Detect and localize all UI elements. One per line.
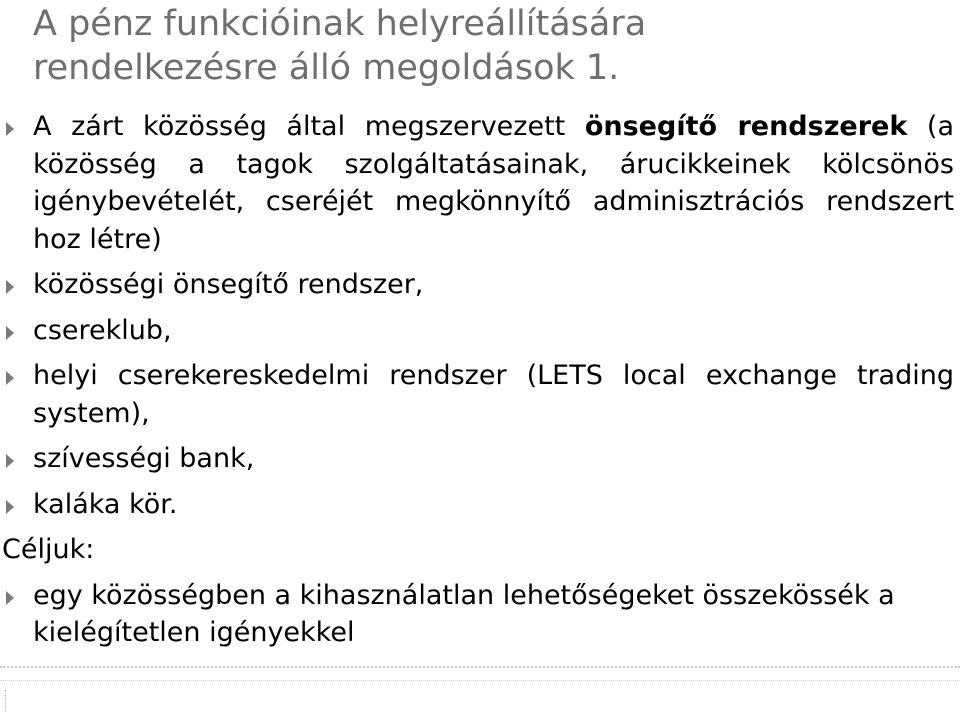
footer-divider-1 (0, 666, 960, 668)
footer-dotted-lines (0, 666, 960, 686)
bullet-text: kaláka kör. (33, 488, 178, 520)
bullet-text-after: (a közösség a tagok szolgáltatásainak, árucikkeinek kölcsönös igénybevételét, cseréjét megkönnyítő adminisztrációs rendszert hoz létre) (33, 111, 954, 255)
bullet-text: csereklub, (33, 314, 172, 346)
goal-label: Céljuk: (2, 534, 95, 565)
bullet-item-kalaka-circle (0, 486, 960, 524)
slide-body (0, 108, 960, 660)
bullet-item-self-help-systems (0, 108, 960, 258)
footer-divider-2 (0, 680, 960, 681)
triangle-right-icon (6, 371, 14, 385)
triangle-right-icon (6, 591, 14, 605)
bullet-item-lets (0, 357, 960, 432)
triangle-right-icon (6, 500, 14, 514)
triangle-right-icon (6, 326, 14, 340)
triangle-right-icon (6, 122, 14, 136)
slide-title-line-1: A pénz funkcióinak helyreállítására (33, 4, 647, 44)
bullet-text-before: A zárt közösség által megszervezett (33, 111, 585, 142)
bullet-item-community-self-help (0, 266, 960, 304)
bullet-item-favor-bank (0, 440, 960, 478)
bullet-item-goal (0, 577, 960, 652)
footer-left-mark (5, 690, 7, 712)
bullet-text: szívességi bank, (33, 443, 255, 474)
triangle-right-icon (6, 280, 14, 294)
bullet-item-exchange-club (0, 312, 960, 350)
slide-title-line-2: rendelkezésre álló megoldások 1. (33, 48, 620, 88)
bullet-text: közösségi önsegítő rendszer, (33, 269, 424, 300)
bullet-text: helyi cserekereskedelmi rendszer (LETS local exchange trading system), (33, 360, 954, 429)
slide-title (33, 2, 933, 90)
bullet-text: egy közösségben a kihasználatlan lehetőségeket összekössék a kielégítetlen igényekkel (33, 579, 895, 648)
triangle-right-icon (6, 454, 14, 468)
bullet-text-bold: önsegítő rendszerek (584, 111, 908, 142)
